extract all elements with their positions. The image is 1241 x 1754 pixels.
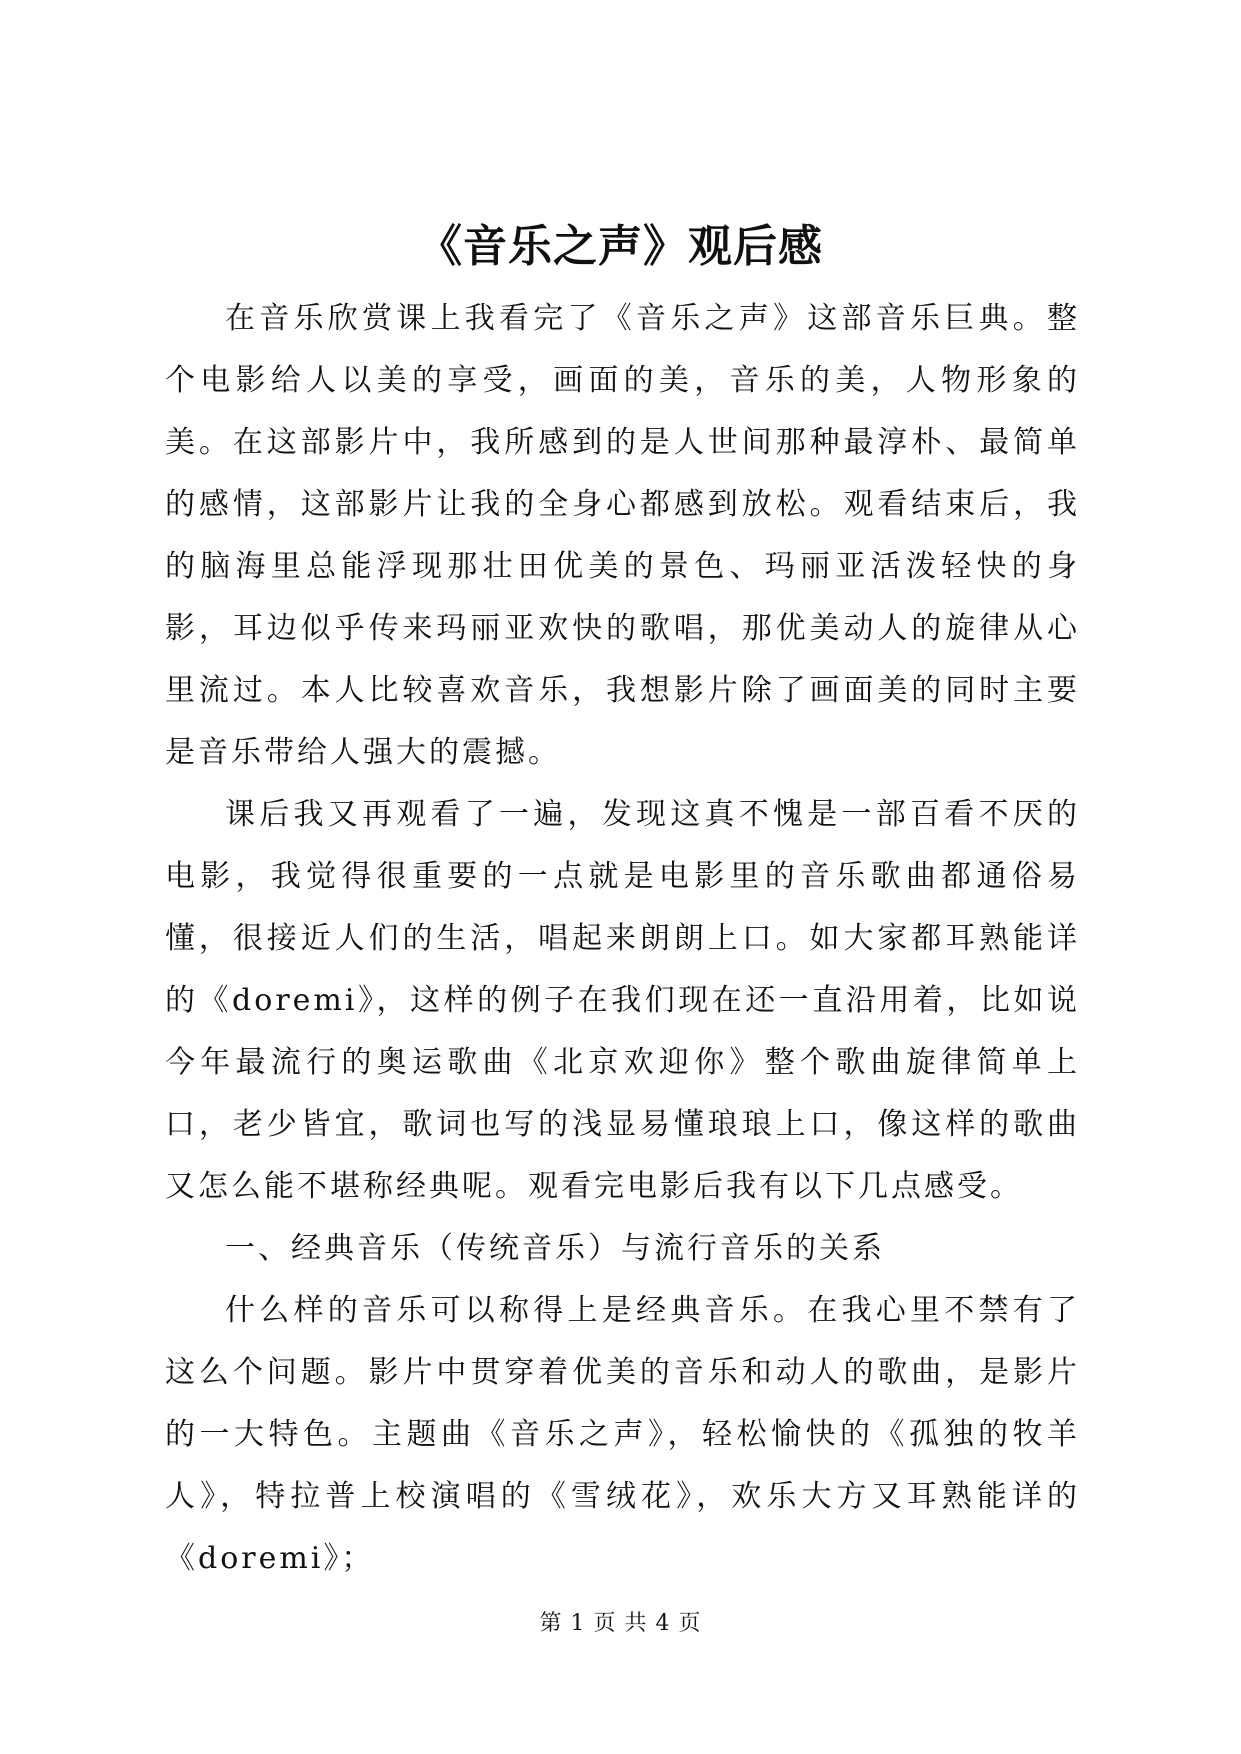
paragraph-classic-music: 什么样的音乐可以称得上是经典音乐。在我心里不禁有了这么个问题。影片中贯穿着优美的音乐和动人的歌曲，是影片的一大特色。主题曲《音乐之声》，轻松愉快的《孤独的牧羊人》，特拉普上校演唱的《雪绒花》，欢乐大方又耳熟能详的《doremi》；: [165, 1293, 1080, 1576]
paragraph-rewatch: 课后我又再观看了一遍，发现这真不愧是一部百看不厌的电影，我觉得很重要的一点就是电影里的音乐歌曲都通俗易懂，很接近人们的生活，唱起来朗朗上口。如大家都耳熟能详的《doremi》，这样的例子在我们现在还一直沿用着，比如说今年最流行的奥运歌曲《北京欢迎你》整个歌曲旋律简单上口，老少皆宜，歌词也写的浅显易懂琅琅上口，像这样的歌曲又怎么能不堪称经典呢。观看完电影后我有以下几点感受。: [165, 797, 1080, 1204]
document-body: [165, 288, 1080, 1590]
page-number: 第 1 页 共 4 页: [539, 1611, 702, 1636]
paragraph-intro: 在音乐欣赏课上我看完了《音乐之声》这部音乐巨典。整个电影给人以美的享受，画面的美，音乐的美，人物形象的美。在这部影片中，我所感到的是人世间那种最淳朴、最简单的感情，这部影片让我的全身心都感到放松。观看结束后，我的脑海里总能浮现那壮田优美的景色、玛丽亚活泼轻快的身影，耳边似乎传来玛丽亚欢快的歌唱，那优美动人的旋律从心里流过。本人比较喜欢音乐，我想影片除了画面美的同时主要是音乐带给人强大的震撼。: [165, 301, 1080, 770]
section-heading: 一、经典音乐（传统音乐）与流行音乐的关系: [225, 1231, 885, 1266]
document-title: 《音乐之声》观后感: [418, 221, 823, 272]
